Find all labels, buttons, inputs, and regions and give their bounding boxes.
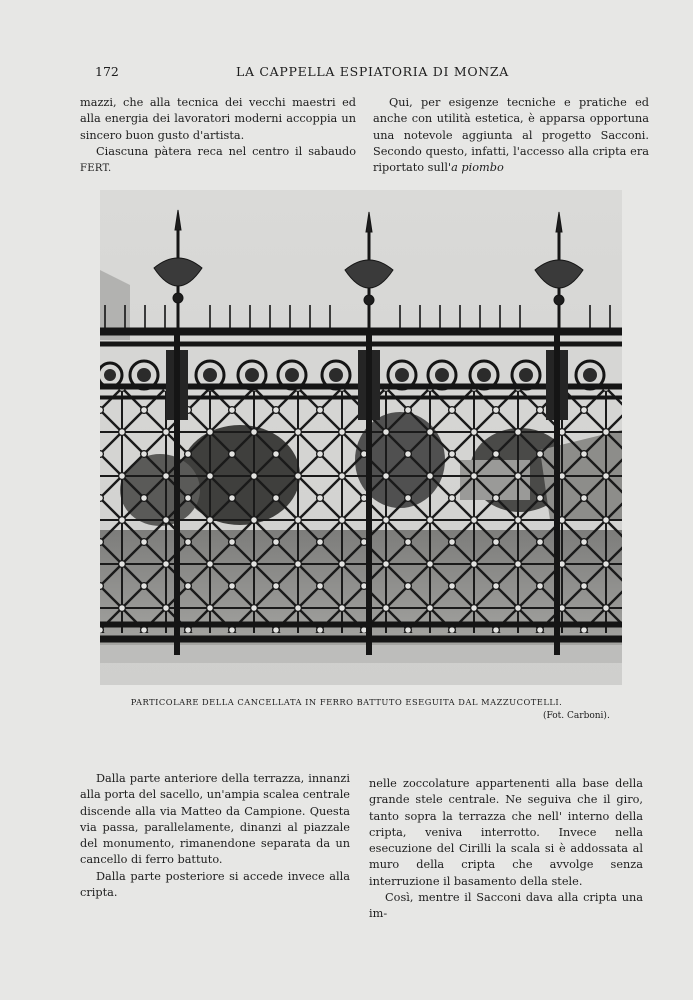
- paragraph: Dalla parte posteriore si accede invece alla cripta.: [80, 869, 350, 900]
- paragraph: nelle zoccolature appartenenti alla base della grande stele centrale. Ne seguiva che il giro, tanto sopra la terrazza che nell' interno della cripta, veniva interrotto. Invece nella esecuzione del Cirilli la scala si è addossata al muro della cripta che avvolge senza interruzione il basamento della stele.: [369, 777, 643, 888]
- paragraph: [80, 144, 356, 178]
- paragraph-text: Qui, per esigenze tecniche e pratiche ed anche con utilità estetica, è apparsa opportuna una notevole aggiunta al progetto Sacconi. Secondo questo, infatti, l'accesso alla cripta era riportato sull': [373, 96, 649, 175]
- bottom-left-column: [80, 771, 350, 901]
- top-left-column: [80, 95, 356, 177]
- paragraph: [373, 95, 649, 176]
- page-header: [95, 64, 650, 80]
- italic-term: a piombo: [451, 161, 504, 175]
- fert-motto: FERT.: [80, 163, 112, 175]
- gate-photograph: [100, 190, 622, 685]
- paragraph-text: Ciascuna pàtera reca nel centro il sabaudo: [96, 144, 356, 158]
- page-number: 172: [95, 64, 119, 79]
- photo-credit: (Fot. Carboni).: [543, 711, 610, 721]
- paragraph: mazzi, che alla tecnica dei vecchi maestri ed alla energia dei lavoratori moderni accoppia un sincero buon gusto d'artista.: [80, 96, 356, 142]
- paragraph: Così, mentre il Sacconi dava alla cripta una im-: [369, 891, 643, 921]
- figure-caption: PARTICOLARE DELLA CANCELLATA IN FERRO BATTUTO ESEGUITA DAL MAZZUCOTELLI.: [130, 697, 563, 707]
- paragraph: Dalla parte anteriore della terrazza, innanzi alla porta del sacello, un'ampia scalea centrale discende alla via Matteo da Campione. Questa via passa, parallelamente, dinanzi al piazzale del monumento, rimanendone separata da un cancello di ferro battuto.: [80, 772, 350, 867]
- running-title: LA CAPPELLA ESPIATORIA DI MONZA: [235, 64, 510, 79]
- bottom-right-column: [369, 776, 643, 923]
- top-right-column: [373, 95, 649, 176]
